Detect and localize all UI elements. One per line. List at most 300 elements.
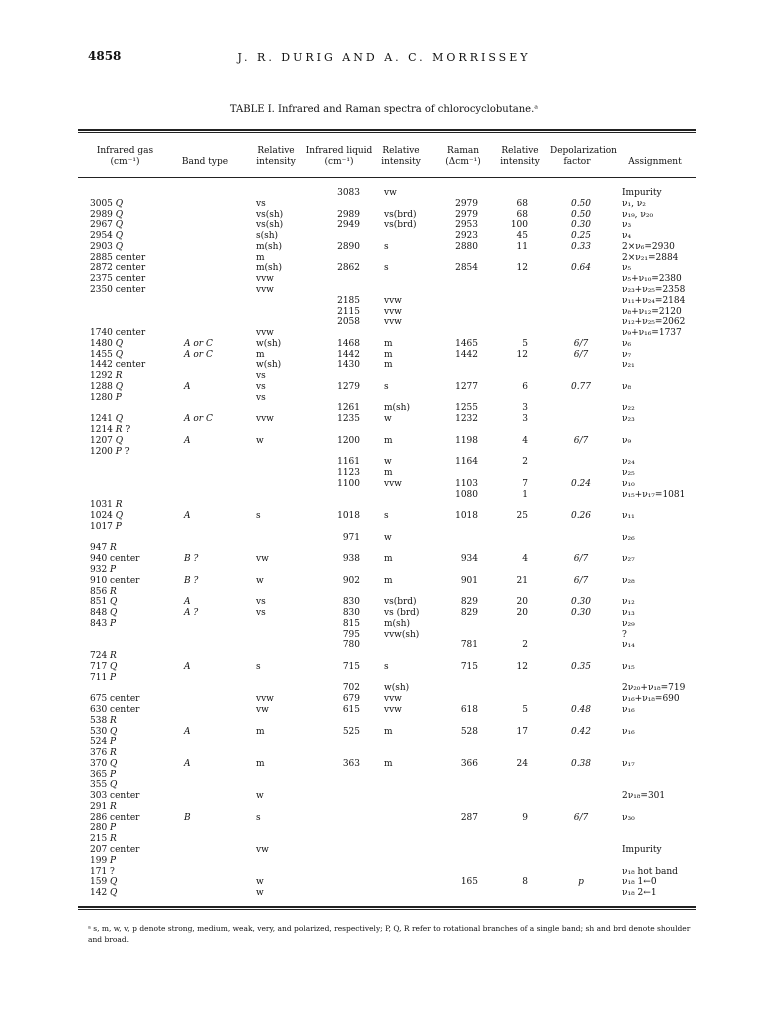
depolarization-cell: 0.35: [570, 661, 592, 672]
ir-rel-intensity-cell: w: [256, 575, 264, 586]
ir-gas-cell: 1455 Q: [90, 349, 124, 360]
ir-liquid-cell: 2890: [337, 241, 360, 252]
raman-rel-intensity-cell: 4: [522, 435, 528, 446]
ir-gas-cell: 1288 Q: [90, 381, 124, 392]
assignment-cell: ν₃₀: [622, 812, 635, 823]
ir-rel-intensity-cell: vs: [256, 381, 266, 392]
assignment-cell: ν₁₇: [622, 758, 635, 769]
ir-gas-cell: 2375 center: [90, 274, 146, 285]
ir-liquid-cell: 2949: [337, 220, 360, 231]
assignment-cell: ν₂₈: [622, 575, 635, 586]
ir-rel-intensity-cell: vs: [256, 608, 266, 618]
raman-cell: 2854: [455, 263, 478, 274]
ir-gas-cell: 1031 R: [90, 500, 123, 511]
ir-liquid-cell: 2989: [337, 209, 360, 220]
raman-rel-intensity-cell: 17: [516, 726, 528, 737]
raman-cell: 366: [460, 758, 478, 769]
assignment-cell: Impurity: [622, 188, 662, 198]
raman-rel-intensity-cell: 20: [516, 597, 528, 608]
ir-gas-cell: 207 center: [90, 845, 140, 855]
liq-rel-intensity-cell: vvw: [384, 478, 402, 489]
band-type-cell: A: [184, 661, 191, 672]
assignment-cell: ν₂₁: [622, 360, 635, 371]
ir-gas-cell: 2989 Q: [90, 209, 124, 220]
raman-rel-intensity-cell: 21: [516, 575, 528, 586]
liq-rel-intensity-cell: m: [384, 554, 393, 565]
ir-gas-cell: 711 P: [90, 672, 117, 683]
liq-rel-intensity-cell: m: [384, 726, 393, 737]
liq-rel-intensity-cell: w: [384, 457, 392, 468]
raman-rel-intensity-cell: 5: [522, 338, 528, 349]
column-header-raman-rel-intensity: Relative intensity: [500, 146, 540, 167]
assignment-cell: Impurity: [622, 845, 662, 855]
assignment-cell: ν₂₂: [622, 403, 635, 414]
ir-rel-intensity-cell: vs(sh): [256, 209, 284, 220]
liq-rel-intensity-cell: s: [384, 381, 389, 392]
ir-rel-intensity-cell: vs(sh): [256, 220, 284, 231]
depolarization-cell: 0.50: [570, 209, 592, 220]
ir-gas-cell: 848 Q: [90, 608, 118, 618]
assignment-cell: ν₃: [622, 220, 632, 231]
liq-rel-intensity-cell: vw: [384, 188, 397, 198]
depolarization-cell: 6/7: [573, 812, 589, 823]
ir-gas-cell: 142 Q: [90, 888, 118, 898]
raman-rel-intensity-cell: 68: [516, 209, 528, 220]
ir-rel-intensity-cell: vvw: [256, 284, 274, 295]
ir-liquid-cell: 702: [342, 683, 360, 694]
liq-rel-intensity-cell: m: [384, 575, 393, 586]
ir-gas-cell: 675 center: [90, 694, 140, 705]
ir-liquid-cell: 1430: [337, 360, 360, 371]
raman-cell: 1198: [455, 435, 478, 446]
raman-cell: 715: [460, 661, 478, 672]
ir-gas-cell: 291 R: [90, 801, 117, 812]
ir-liquid-cell: 615: [342, 705, 360, 715]
assignment-cell: ν₅: [622, 263, 632, 274]
ir-liquid-cell: 363: [342, 758, 360, 769]
assignment-cell: ν₁₆+ν₁₈=690: [622, 694, 680, 705]
assignment-cell: ν₉+ν₁₆=1737: [622, 328, 682, 338]
assignment-cell: ν₁₆: [622, 726, 635, 737]
liq-rel-intensity-cell: vs (brd): [384, 608, 420, 618]
ir-rel-intensity-cell: vs: [256, 392, 266, 403]
raman-cell: 287: [460, 812, 478, 823]
ir-gas-cell: 724 R: [90, 651, 117, 662]
ir-gas-cell: 365 P: [90, 769, 117, 780]
raman-cell: 165: [460, 877, 478, 888]
ir-gas-cell: 2967 Q: [90, 220, 124, 231]
ir-liquid-cell: 938: [342, 554, 360, 565]
ir-rel-intensity-cell: vvw: [256, 328, 274, 338]
ir-liquid-cell: 1161: [337, 457, 360, 468]
depolarization-cell: 0.30: [570, 597, 592, 608]
raman-rel-intensity-cell: 24: [516, 758, 528, 769]
ir-liquid-cell: 1261: [337, 403, 360, 414]
depolarization-cell: 0.33: [570, 241, 592, 252]
liq-rel-intensity-cell: w(sh): [384, 683, 410, 694]
assignment-cell: ν₂₇: [622, 554, 635, 565]
depolarization-cell: 0.50: [570, 198, 592, 209]
raman-rel-intensity-cell: 2: [522, 457, 528, 468]
raman-cell: 2979: [455, 209, 478, 220]
ir-gas-cell: 2350 center: [90, 284, 146, 295]
liq-rel-intensity-cell: vvw: [384, 694, 402, 705]
ir-gas-cell: 3005 Q: [90, 198, 124, 209]
band-type-cell: A: [184, 511, 191, 522]
ir-rel-intensity-cell: vs: [256, 198, 266, 209]
ir-gas-cell: 1200 P ?: [90, 446, 130, 457]
raman-cell: 901: [460, 575, 478, 586]
ir-liquid-cell: 815: [342, 618, 360, 629]
band-type-cell: A: [184, 758, 191, 769]
liq-rel-intensity-cell: m: [384, 468, 393, 478]
assignment-cell: ν₆: [622, 338, 632, 349]
ir-rel-intensity-cell: s: [256, 511, 261, 522]
ir-gas-cell: 1442 center: [90, 360, 146, 371]
liq-rel-intensity-cell: w: [384, 532, 392, 543]
ir-rel-intensity-cell: vw: [256, 845, 269, 855]
assignment-cell: ν₁₆: [622, 705, 635, 715]
ir-gas-cell: 286 center: [90, 812, 140, 823]
raman-cell: 829: [460, 597, 478, 608]
ir-gas-cell: 1214 R ?: [90, 424, 131, 435]
liq-rel-intensity-cell: vs(brd): [384, 597, 417, 608]
assignment-cell: ν₈+ν₁₂=2120: [622, 306, 682, 317]
depolarization-cell: 0.38: [570, 758, 592, 769]
ir-liquid-cell: 1442: [337, 349, 360, 360]
raman-cell: 2979: [455, 198, 478, 209]
raman-cell: 1442: [455, 349, 478, 360]
ir-liquid-cell: 830: [342, 597, 360, 608]
assignment-cell: ν₁₂: [622, 597, 635, 608]
ir-gas-cell: 1024 Q: [90, 511, 124, 522]
assignment-cell: ν₂₃: [622, 414, 635, 425]
ir-gas-cell: 1207 Q: [90, 435, 124, 446]
ir-rel-intensity-cell: vvw: [256, 274, 274, 285]
assignment-cell: ν₁₁: [622, 511, 635, 522]
ir-rel-intensity-cell: w(sh): [256, 338, 282, 349]
liq-rel-intensity-cell: s: [384, 661, 389, 672]
assignment-cell: ν₂₃+ν₂₅=2358: [622, 284, 686, 295]
ir-gas-cell: 2885 center: [90, 252, 146, 263]
ir-liquid-cell: 795: [342, 629, 360, 640]
ir-rel-intensity-cell: vs: [256, 597, 266, 608]
ir-liquid-cell: 1200: [337, 435, 360, 446]
table-bottom-rule-inner: [78, 909, 696, 910]
table-top-rule-inner: [78, 132, 696, 133]
depolarization-cell: 0.26: [570, 511, 592, 522]
assignment-cell: 2×ν₆=2930: [622, 241, 675, 252]
ir-gas-cell: 843 P: [90, 618, 117, 629]
raman-cell: 1232: [455, 414, 478, 425]
assignment-cell: ν₁₈ 1←0: [622, 877, 657, 888]
assignment-cell: ν₇: [622, 349, 632, 360]
raman-cell: 934: [460, 554, 478, 565]
ir-liquid-cell: 1123: [337, 468, 360, 478]
header-bottom-rule: [78, 177, 696, 178]
band-type-cell: B: [184, 812, 191, 823]
assignment-cell: ν₁₃: [622, 608, 635, 618]
ir-gas-cell: 524 P: [90, 737, 117, 748]
ir-gas-cell: 947 R: [90, 543, 117, 554]
ir-liquid-cell: 2185: [337, 295, 360, 306]
ir-rel-intensity-cell: m(sh): [256, 241, 282, 252]
liq-rel-intensity-cell: m: [384, 349, 393, 360]
liq-rel-intensity-cell: m: [384, 338, 393, 349]
depolarization-cell: 0.30: [570, 608, 592, 618]
raman-cell: 1103: [455, 478, 478, 489]
band-type-cell: A: [184, 597, 191, 608]
liq-rel-intensity-cell: m(sh): [384, 403, 410, 414]
raman-rel-intensity-cell: 3: [522, 403, 528, 414]
column-header-depolarization: Depolarization factor: [550, 146, 617, 167]
ir-rel-intensity-cell: s: [256, 812, 261, 823]
ir-gas-cell: 630 center: [90, 705, 140, 715]
assignment-cell: ν₁, ν₂: [622, 198, 646, 209]
ir-rel-intensity-cell: w: [256, 791, 264, 802]
depolarization-cell: 6/7: [573, 575, 589, 586]
ir-liquid-cell: 2058: [337, 317, 360, 328]
assignment-cell: ν₁₄: [622, 640, 635, 651]
raman-cell: 618: [460, 705, 478, 715]
liq-rel-intensity-cell: s: [384, 511, 389, 522]
depolarization-cell: 0.25: [570, 231, 592, 242]
footnote: ᵃ s, m, w, v, p denote strong, medium, weak, very, and polarized, respectively; P, Q, R refer to rotational branches of a single band; sh and brd denote shoulder and broad.: [88, 924, 691, 944]
depolarization-cell: 6/7: [573, 554, 589, 565]
ir-gas-cell: 530 Q: [90, 726, 118, 737]
ir-liquid-cell: 1235: [337, 414, 360, 425]
depolarization-cell: 0.30: [570, 220, 592, 231]
assignment-cell: ν₅+ν₁₀=2380: [622, 274, 682, 285]
assignment-cell: 2ν₂₀+ν₁₈=719: [622, 683, 686, 694]
ir-gas-cell: 932 P: [90, 565, 117, 575]
band-type-cell: A or C: [184, 414, 213, 425]
raman-rel-intensity-cell: 3: [522, 414, 528, 425]
ir-liquid-cell: 525: [342, 726, 360, 737]
depolarization-cell: 0.24: [570, 478, 592, 489]
raman-cell: 781: [460, 640, 478, 651]
liq-rel-intensity-cell: m: [384, 435, 393, 446]
band-type-cell: A: [184, 726, 191, 737]
liq-rel-intensity-cell: vvw: [384, 295, 402, 306]
raman-cell: 1277: [455, 381, 478, 392]
assignment-cell: ν₁₀: [622, 478, 635, 489]
raman-rel-intensity-cell: 7: [522, 478, 528, 489]
liq-rel-intensity-cell: vvw: [384, 306, 402, 317]
liq-rel-intensity-cell: m: [384, 758, 393, 769]
raman-rel-intensity-cell: 45: [516, 231, 528, 242]
ir-rel-intensity-cell: vvw: [256, 414, 274, 425]
column-header-ir-gas: Infrared gas (cm⁻¹): [96, 146, 154, 167]
raman-cell: 2880: [455, 241, 478, 252]
liq-rel-intensity-cell: vvw: [384, 317, 402, 328]
ir-rel-intensity-cell: m: [256, 252, 265, 263]
ir-rel-intensity-cell: w: [256, 435, 264, 446]
table-top-rule: [78, 129, 696, 131]
raman-cell: 528: [460, 726, 478, 737]
column-header-band-type: Band type: [181, 157, 229, 167]
ir-gas-cell: 1280 P: [90, 392, 122, 403]
ir-rel-intensity-cell: vw: [256, 705, 269, 715]
raman-rel-intensity-cell: 20: [516, 608, 528, 618]
depolarization-cell: 6/7: [573, 338, 589, 349]
raman-cell: 829: [460, 608, 478, 618]
raman-cell: 2953: [455, 220, 478, 231]
ir-liquid-cell: 715: [342, 661, 360, 672]
ir-rel-intensity-cell: w: [256, 877, 264, 888]
assignment-cell: ν₁₈ hot band: [622, 866, 678, 877]
ir-gas-cell: 940 center: [90, 554, 140, 565]
ir-rel-intensity-cell: m(sh): [256, 263, 282, 274]
assignment-cell: ν₁₈ 2←1: [622, 888, 657, 898]
raman-rel-intensity-cell: 8: [522, 877, 528, 888]
column-header-liq-rel-intensity: Relative intensity: [381, 146, 421, 167]
ir-gas-cell: 856 R: [90, 586, 117, 597]
raman-rel-intensity-cell: 68: [516, 198, 528, 209]
band-type-cell: A or C: [184, 349, 213, 360]
assignment-cell: 2ν₁₈=301: [622, 791, 666, 802]
ir-liquid-cell: 902: [342, 575, 360, 586]
liq-rel-intensity-cell: vs(brd): [384, 209, 417, 220]
assignment-cell: ν₂₉: [622, 618, 635, 629]
raman-rel-intensity-cell: 100: [510, 220, 528, 231]
ir-liquid-cell: 1279: [337, 381, 360, 392]
liq-rel-intensity-cell: w: [384, 414, 392, 425]
liq-rel-intensity-cell: m: [384, 360, 393, 371]
raman-rel-intensity-cell: 11: [516, 241, 528, 252]
assignment-cell: ν₂₅: [622, 468, 635, 478]
ir-gas-cell: 376 R: [90, 748, 117, 758]
ir-gas-cell: 1292 R: [90, 371, 123, 382]
band-type-cell: A ?: [184, 608, 199, 618]
ir-liquid-cell: 3083: [337, 188, 360, 198]
ir-liquid-cell: 2115: [337, 306, 360, 317]
ir-gas-cell: 303 center: [90, 791, 140, 802]
ir-rel-intensity-cell: w: [256, 888, 264, 898]
ir-gas-cell: 355 Q: [90, 780, 118, 791]
assignment-cell: ν₁₁+ν₂₄=2184: [622, 295, 686, 306]
table-bottom-rule: [78, 906, 696, 908]
ir-liquid-cell: 830: [342, 608, 360, 618]
assignment-cell: ν₁₂+ν₂₅=2062: [622, 317, 686, 328]
depolarization-cell: p: [578, 877, 584, 888]
raman-cell: 1164: [455, 457, 478, 468]
table-title: TABLE I. Infrared and Raman spectra of chlorocyclobutane.ᵃ: [229, 104, 539, 115]
ir-gas-cell: 1241 Q: [90, 414, 124, 425]
depolarization-cell: 6/7: [573, 349, 589, 360]
assignment-cell: ν₉: [622, 435, 632, 446]
ir-gas-cell: 2954 Q: [90, 231, 124, 242]
raman-rel-intensity-cell: 9: [522, 812, 528, 823]
raman-cell: 1465: [455, 338, 478, 349]
liq-rel-intensity-cell: vvw: [384, 705, 402, 715]
ir-liquid-cell: 2862: [337, 263, 360, 274]
raman-cell: 2923: [455, 231, 478, 242]
raman-cell: 1255: [455, 403, 478, 414]
ir-gas-cell: 1480 Q: [90, 338, 124, 349]
ir-gas-cell: 280 P: [90, 823, 117, 834]
assignment-cell: ν₁₉, ν₂₀: [622, 209, 654, 220]
assignment-cell: ν₂₆: [622, 532, 635, 543]
depolarization-cell: 0.64: [570, 263, 592, 274]
ir-rel-intensity-cell: m: [256, 758, 265, 769]
ir-gas-cell: 717 Q: [90, 661, 118, 672]
ir-gas-cell: 199 P: [90, 855, 117, 866]
raman-rel-intensity-cell: 4: [522, 554, 528, 565]
ir-gas-cell: 171 ?: [90, 866, 115, 877]
ir-rel-intensity-cell: s(sh): [256, 231, 279, 242]
assignment-cell: ?: [622, 629, 627, 640]
assignment-cell: ν₈: [622, 381, 632, 392]
ir-rel-intensity-cell: s: [256, 661, 261, 672]
ir-liquid-cell: 780: [342, 640, 360, 651]
liq-rel-intensity-cell: s: [384, 241, 389, 252]
ir-liquid-cell: 971: [342, 532, 360, 543]
raman-rel-intensity-cell: 6: [522, 381, 528, 392]
assignment-cell: ν₁₅: [622, 661, 635, 672]
raman-rel-intensity-cell: 25: [516, 511, 528, 522]
ir-rel-intensity-cell: m: [256, 349, 265, 360]
band-type-cell: A: [184, 381, 191, 392]
ir-gas-cell: 215 R: [90, 834, 117, 845]
assignment-cell: ν₄: [622, 231, 632, 242]
band-type-cell: B ?: [184, 554, 199, 565]
liq-rel-intensity-cell: s: [384, 263, 389, 274]
raman-cell: 1018: [455, 511, 478, 522]
assignment-cell: ν₂₄: [622, 457, 635, 468]
liq-rel-intensity-cell: vvw(sh): [384, 629, 420, 640]
ir-gas-cell: 538 R: [90, 715, 117, 726]
ir-gas-cell: 1017 P: [90, 521, 122, 532]
ir-gas-cell: 2903 Q: [90, 241, 124, 252]
band-type-cell: B ?: [184, 575, 199, 586]
column-header-ir-liquid: Infrared liquid (cm⁻¹): [305, 146, 373, 167]
ir-rel-intensity-cell: m: [256, 726, 265, 737]
ir-gas-cell: 370 Q: [90, 758, 118, 769]
ir-rel-intensity-cell: vs: [256, 371, 266, 382]
column-header-assignment: Assignment: [628, 157, 682, 167]
raman-rel-intensity-cell: 12: [516, 263, 528, 274]
ir-gas-cell: 1740 center: [90, 328, 146, 338]
assignment-cell: 2×ν₂₁=2884: [622, 252, 679, 263]
running-head: J. R. DURIG AND A. C. MORRISSEY: [237, 51, 531, 64]
depolarization-cell: 0.48: [570, 705, 592, 715]
raman-rel-intensity-cell: 1: [522, 489, 528, 500]
ir-gas-cell: 910 center: [90, 575, 140, 586]
depolarization-cell: 6/7: [573, 435, 589, 446]
liq-rel-intensity-cell: m(sh): [384, 618, 410, 629]
assignment-cell: ν₁₅+ν₁₇=1081: [622, 489, 686, 500]
band-type-cell: A or C: [184, 338, 213, 349]
ir-liquid-cell: 1018: [337, 511, 360, 522]
raman-cell: 1080: [455, 489, 478, 500]
raman-rel-intensity-cell: 5: [522, 705, 528, 715]
ir-gas-cell: 2872 center: [90, 263, 146, 274]
ir-liquid-cell: 1468: [337, 338, 360, 349]
ir-gas-cell: 159 Q: [90, 877, 118, 888]
raman-rel-intensity-cell: 12: [516, 661, 528, 672]
band-type-cell: A: [184, 435, 191, 446]
ir-liquid-cell: 1100: [337, 478, 360, 489]
column-header-raman: Raman (Δcm⁻¹): [445, 146, 481, 167]
ir-liquid-cell: 679: [342, 694, 360, 705]
ir-rel-intensity-cell: vw: [256, 554, 269, 565]
depolarization-cell: 0.42: [570, 726, 592, 737]
ir-rel-intensity-cell: vvw: [256, 694, 274, 705]
raman-rel-intensity-cell: 12: [516, 349, 528, 360]
liq-rel-intensity-cell: vs(brd): [384, 220, 417, 231]
ir-rel-intensity-cell: w(sh): [256, 360, 282, 371]
